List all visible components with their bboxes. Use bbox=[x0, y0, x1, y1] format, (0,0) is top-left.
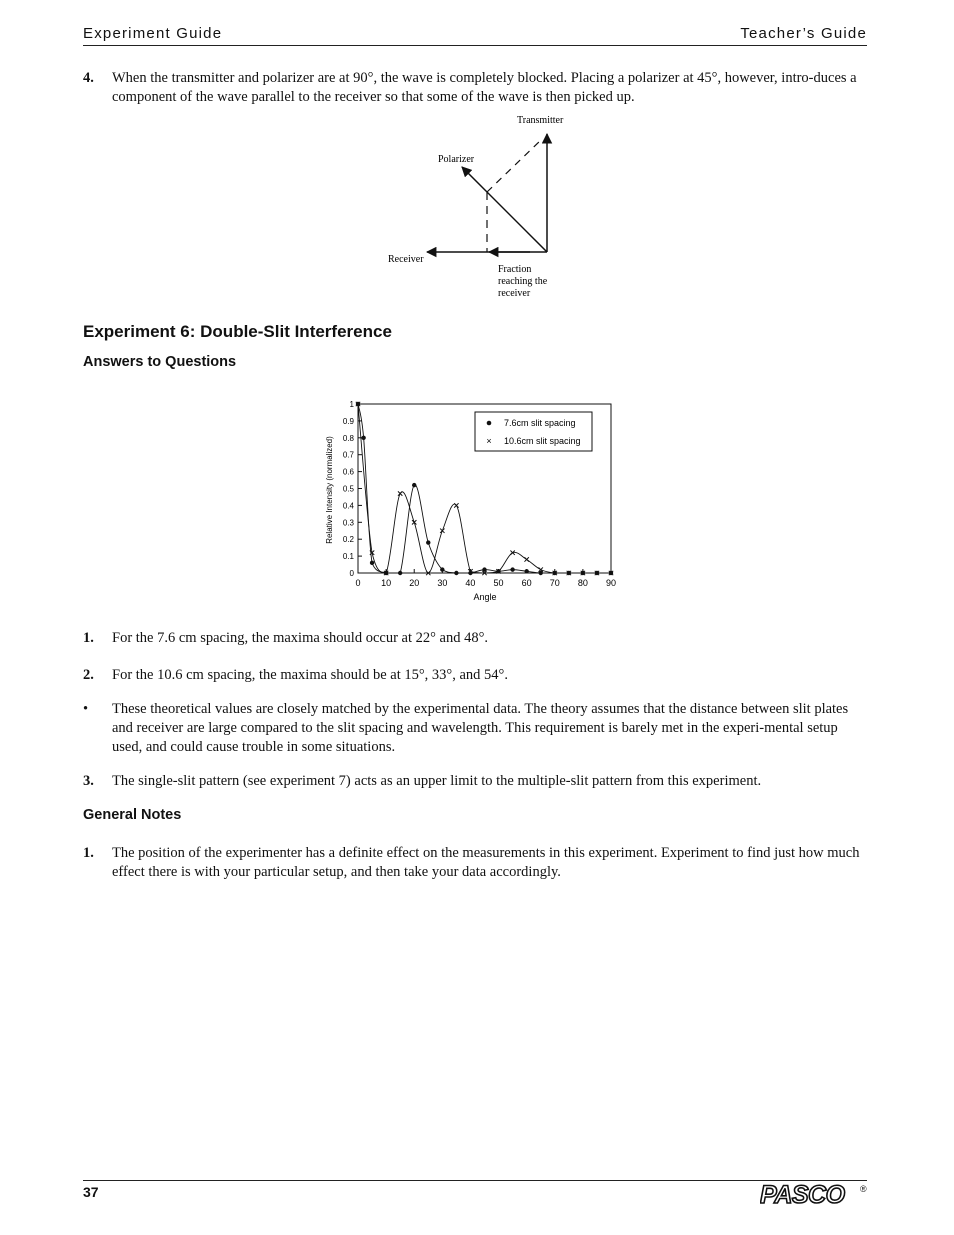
data-point-7-6cm bbox=[361, 436, 365, 440]
polarizer-arrow bbox=[462, 167, 547, 252]
general-notes-heading: General Notes bbox=[83, 807, 182, 823]
note-number: 1. bbox=[83, 845, 94, 861]
data-point-7-6cm bbox=[398, 571, 402, 575]
polarizer-diagram bbox=[380, 110, 580, 305]
x-tick-label: 70 bbox=[549, 578, 560, 588]
answer-number: 1. bbox=[83, 630, 94, 646]
x-tick-label: 0 bbox=[355, 578, 361, 588]
answer-3 bbox=[83, 772, 867, 791]
intensity-chart bbox=[320, 395, 625, 605]
x-tick-label: 30 bbox=[437, 578, 448, 588]
bullet-marker: • bbox=[83, 701, 89, 717]
header-right: Teacher’s Guide bbox=[740, 25, 867, 42]
y-tick-label: 0.1 bbox=[342, 552, 354, 562]
question-text: When the transmitter and polarizer are at 90°, the wave is completely blocked. Placing a polarizer at 45°, however, intro-duces a component of the wave parallel to the receiver so that some of the wave is then picked up. bbox=[112, 70, 857, 105]
pasco-logo bbox=[760, 1181, 870, 1207]
answer-text: The single-slit pattern (see experiment 7) acts as an upper limit to the multiple-slit pattern from this experiment. bbox=[112, 773, 762, 789]
y-tick-label: 0 bbox=[349, 569, 354, 578]
y-tick-label: 0.2 bbox=[342, 535, 354, 545]
answer-text: For the 10.6 cm spacing, the maxima should be at 15°, 33°, and 54°. bbox=[112, 667, 508, 683]
x-tick-label: 90 bbox=[605, 578, 617, 588]
answer-bullet bbox=[83, 700, 867, 757]
data-point-10-6cm bbox=[398, 491, 402, 495]
y-tick-label: 0.5 bbox=[342, 484, 354, 494]
running-header bbox=[83, 25, 867, 46]
x-tick-label: 50 bbox=[493, 578, 504, 588]
data-point-10-6cm bbox=[412, 520, 416, 524]
answer-number: 3. bbox=[83, 773, 94, 789]
receiver-label: Receiver bbox=[388, 254, 424, 265]
x-axis-label: Angle bbox=[473, 592, 497, 602]
answer-1 bbox=[83, 629, 867, 648]
dashed-projection bbox=[487, 138, 543, 192]
x-tick-label: 40 bbox=[465, 578, 476, 588]
logo-text: PASCO bbox=[760, 1181, 845, 1207]
data-point-10-6cm bbox=[440, 529, 444, 533]
y-tick-label: 1 bbox=[349, 400, 354, 409]
question-4 bbox=[83, 69, 867, 107]
legend-label-2: 10.6cm slit spacing bbox=[504, 436, 581, 446]
transmitter-label: Transmitter bbox=[517, 115, 564, 126]
question-number: 4. bbox=[83, 70, 94, 86]
data-point-10-6cm bbox=[524, 557, 528, 561]
y-tick-label: 0.4 bbox=[342, 501, 354, 511]
data-point-7-6cm bbox=[412, 483, 416, 487]
note-1 bbox=[83, 844, 867, 882]
data-point-7-6cm bbox=[524, 569, 528, 573]
data-point-7-6cm bbox=[454, 571, 458, 575]
note-text: The position of the experimenter has a definite effect on the measurements in this experiment. Experiment to find just how much effect there is with your particular setup, and then take your data accordingly. bbox=[112, 845, 860, 880]
polarizer-label: Polarizer bbox=[438, 154, 475, 165]
legend-marker-x: × bbox=[486, 436, 492, 446]
legend-marker-circle bbox=[487, 421, 492, 426]
data-point-7-6cm bbox=[510, 567, 514, 571]
legend-label-1: 7.6cm slit spacing bbox=[504, 418, 576, 428]
answers-heading: Answers to Questions bbox=[83, 354, 237, 370]
data-point-10-6cm bbox=[454, 503, 458, 507]
header-left: Experiment Guide bbox=[83, 25, 223, 42]
experiment-title: Experiment 6: Double-Slit Interference bbox=[83, 322, 392, 341]
fraction-label-1: Fraction bbox=[498, 264, 532, 275]
data-point-7-6cm bbox=[370, 561, 374, 565]
fraction-label-3: receiver bbox=[498, 288, 531, 299]
page-number: 37 bbox=[83, 1184, 99, 1200]
x-tick-label: 80 bbox=[577, 578, 588, 588]
data-point-7-6cm bbox=[426, 540, 430, 544]
data-point-7-6cm bbox=[440, 567, 444, 571]
y-axis-label: Relative Intensity (normalized) bbox=[325, 436, 334, 544]
y-tick-label: 0.3 bbox=[342, 518, 354, 528]
x-tick-label: 20 bbox=[409, 578, 420, 588]
registered-mark: ® bbox=[860, 1184, 867, 1194]
answer-text: For the 7.6 cm spacing, the maxima should occur at 22° and 48°. bbox=[112, 630, 489, 646]
y-tick-label: 0.7 bbox=[342, 450, 354, 460]
answer-text: These theoretical values are closely matched by the experimental data. The theory assumes that the distance between slit plates and receiver are large compared to the slit spacing and wavelength. This requirement is barely met in the experi-mental setup used, and could cause trouble in some situations. bbox=[112, 701, 849, 755]
x-tick-label: 60 bbox=[521, 578, 532, 588]
x-tick-label: 10 bbox=[381, 578, 392, 588]
y-tick-label: 0.9 bbox=[342, 416, 354, 426]
answer-number: 2. bbox=[83, 667, 94, 683]
footer-rule bbox=[83, 1180, 867, 1181]
answer-2 bbox=[83, 666, 867, 685]
y-tick-label: 0.6 bbox=[342, 467, 354, 477]
y-tick-label: 0.8 bbox=[342, 433, 354, 443]
legend bbox=[475, 412, 592, 451]
fraction-label-2: reaching the bbox=[498, 276, 548, 287]
